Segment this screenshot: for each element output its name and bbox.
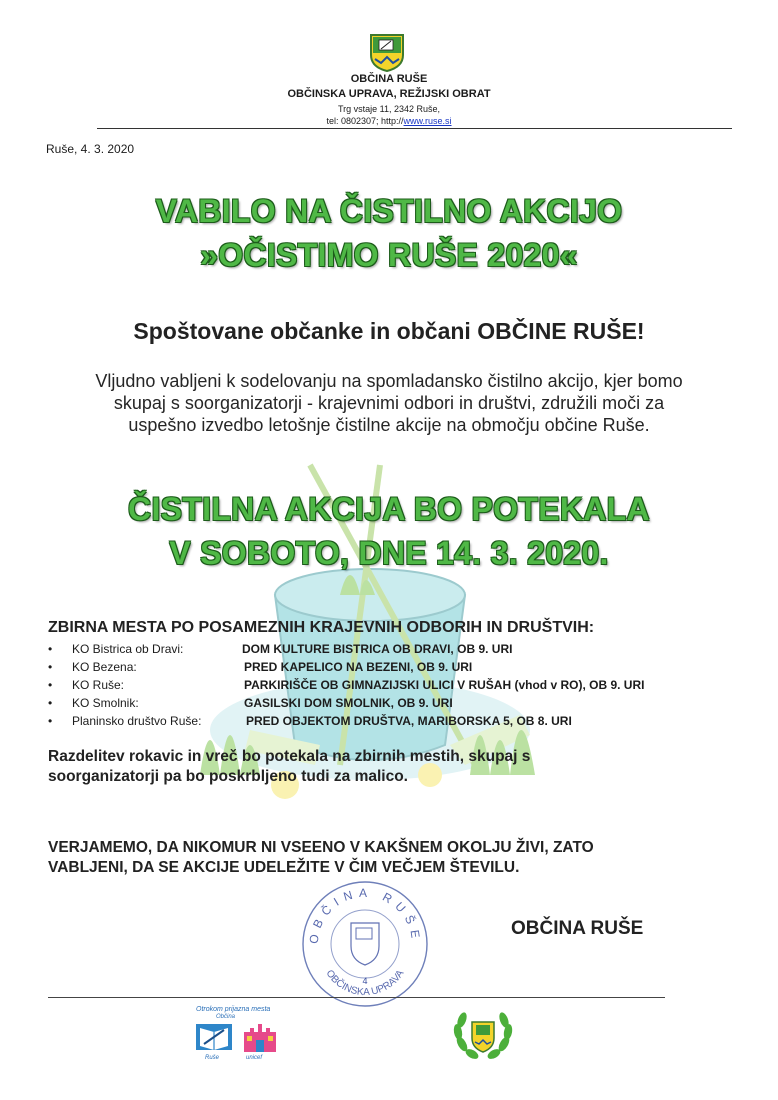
closing-line: VABLJENI, DA SE AKCIJE UDELEŽITE V ČIM VEČJEM ŠTEVILU. [48, 859, 520, 876]
location-name: KO Bezena: [72, 660, 137, 674]
stamp-bottom-text: OBČINSKA UPRAVA [323, 968, 407, 999]
header-department: OBČINSKA UPRAVA, REŽIJSKI OBRAT [287, 88, 491, 100]
closing-appeal [48, 838, 728, 878]
footer-divider [48, 997, 665, 998]
distribution-line: Razdelitev rokavic in vreč bo potekala na zbirnih mestih, skupaj s [48, 748, 531, 765]
distribution-note [48, 747, 668, 787]
bullet: • [48, 714, 53, 728]
book-icon [194, 1020, 234, 1054]
svg-text:OBČINA RUŠE [307, 886, 424, 945]
footer-caption-unicef: unicef [246, 1055, 263, 1061]
stamp-top-text: OBČINA RUŠE [306, 885, 424, 945]
location-place: GASILSKI DOM SMOLNIK, OB 9. URI [244, 696, 453, 710]
location-name: KO Ruše: [72, 678, 125, 692]
list-item [48, 696, 738, 713]
header-org-name: OBČINA RUŠE [350, 73, 428, 85]
event-line-1: ČISTILNA AKCIJA BO POTEKALA [128, 491, 650, 527]
bullet: • [48, 642, 53, 656]
location-name: KO Bistrica ob Dravi: [72, 642, 184, 656]
title-line-2: »OČISTIMO RUŠE 2020« [200, 237, 578, 273]
location-place: PRED OBJEKTOM DRUŠTVA, MARIBORSKA 5, OB 8. URI [246, 714, 572, 728]
stamp-number: 4 [362, 976, 368, 986]
signature: OBČINA RUŠE [511, 918, 644, 939]
footer-label: Otrokom prijazna mesta [196, 1006, 271, 1013]
header-divider [97, 128, 732, 129]
intro-line: uspešno izvedbo letošnje čistilne akcije na območju občine Ruše. [128, 415, 650, 435]
location-place: DOM KULTURE BISTRICA OB DRAVI, OB 9. URI [242, 642, 513, 656]
document-date: Ruše, 4. 3. 2020 [46, 142, 135, 156]
intro-paragraph [0, 370, 778, 436]
laurel-wreath-emblem-icon [450, 1000, 516, 1066]
footer-caption-ruse: Ruše [205, 1055, 220, 1061]
location-name: Planinsko društvo Ruše: [72, 714, 202, 728]
list-item [48, 642, 738, 659]
header-website-link[interactable]: www.ruse.si [403, 116, 452, 126]
collection-points-heading: ZBIRNA MESTA PO POSAMEZNIH KRAJEVNIH ODBORIH IN DRUŠTVIH: [48, 619, 595, 636]
list-item [48, 714, 738, 731]
closing-line: VERJAMEMO, DA NIKOMUR NI VSEENO V KAKŠNEM OKOLJU ŽIVI, ZATO [48, 839, 594, 856]
list-item [48, 660, 738, 677]
intro-line: skupaj s soorganizatorji - krajevnimi odbori in društvi, združili moči za [113, 393, 665, 413]
official-stamp [296, 878, 434, 1010]
header-phone: tel: 0802307; http:// [326, 116, 404, 126]
bullet: • [48, 696, 53, 710]
municipal-crest-icon [369, 33, 405, 73]
header-contact [0, 116, 778, 126]
bullet: • [48, 678, 53, 692]
intro-line: Vljudno vabljeni k sodelovanju na spomladansko čistilno akcijo, kjer bomo [95, 371, 683, 391]
castle-icon [240, 1018, 280, 1054]
greeting: Spoštovane občanke in občani OBČINE RUŠE! [133, 318, 645, 344]
title-line-1: VABILO NA ČISTILNO AKCIJO [155, 193, 623, 229]
footer-sublabel: Občina [216, 1014, 236, 1020]
event-line-2: V SOBOTO, DNE 14. 3. 2020. [169, 535, 609, 571]
location-name: KO Smolnik: [72, 696, 139, 710]
header-address: Trg vstaje 11, 2342 Ruše, [337, 104, 441, 114]
location-place: PARKIRIŠČE OB GIMNAZIJSKI ULICI V RUŠAH (vhod v RO), OB 9. URI [244, 678, 645, 692]
distribution-line: soorganizatorji pa bo poskrbljeno tudi za malico. [48, 768, 408, 785]
location-place: PRED KAPELICO NA BEZENI, OB 9. URI [244, 660, 473, 674]
list-item [48, 678, 738, 695]
bullet: • [48, 660, 53, 674]
